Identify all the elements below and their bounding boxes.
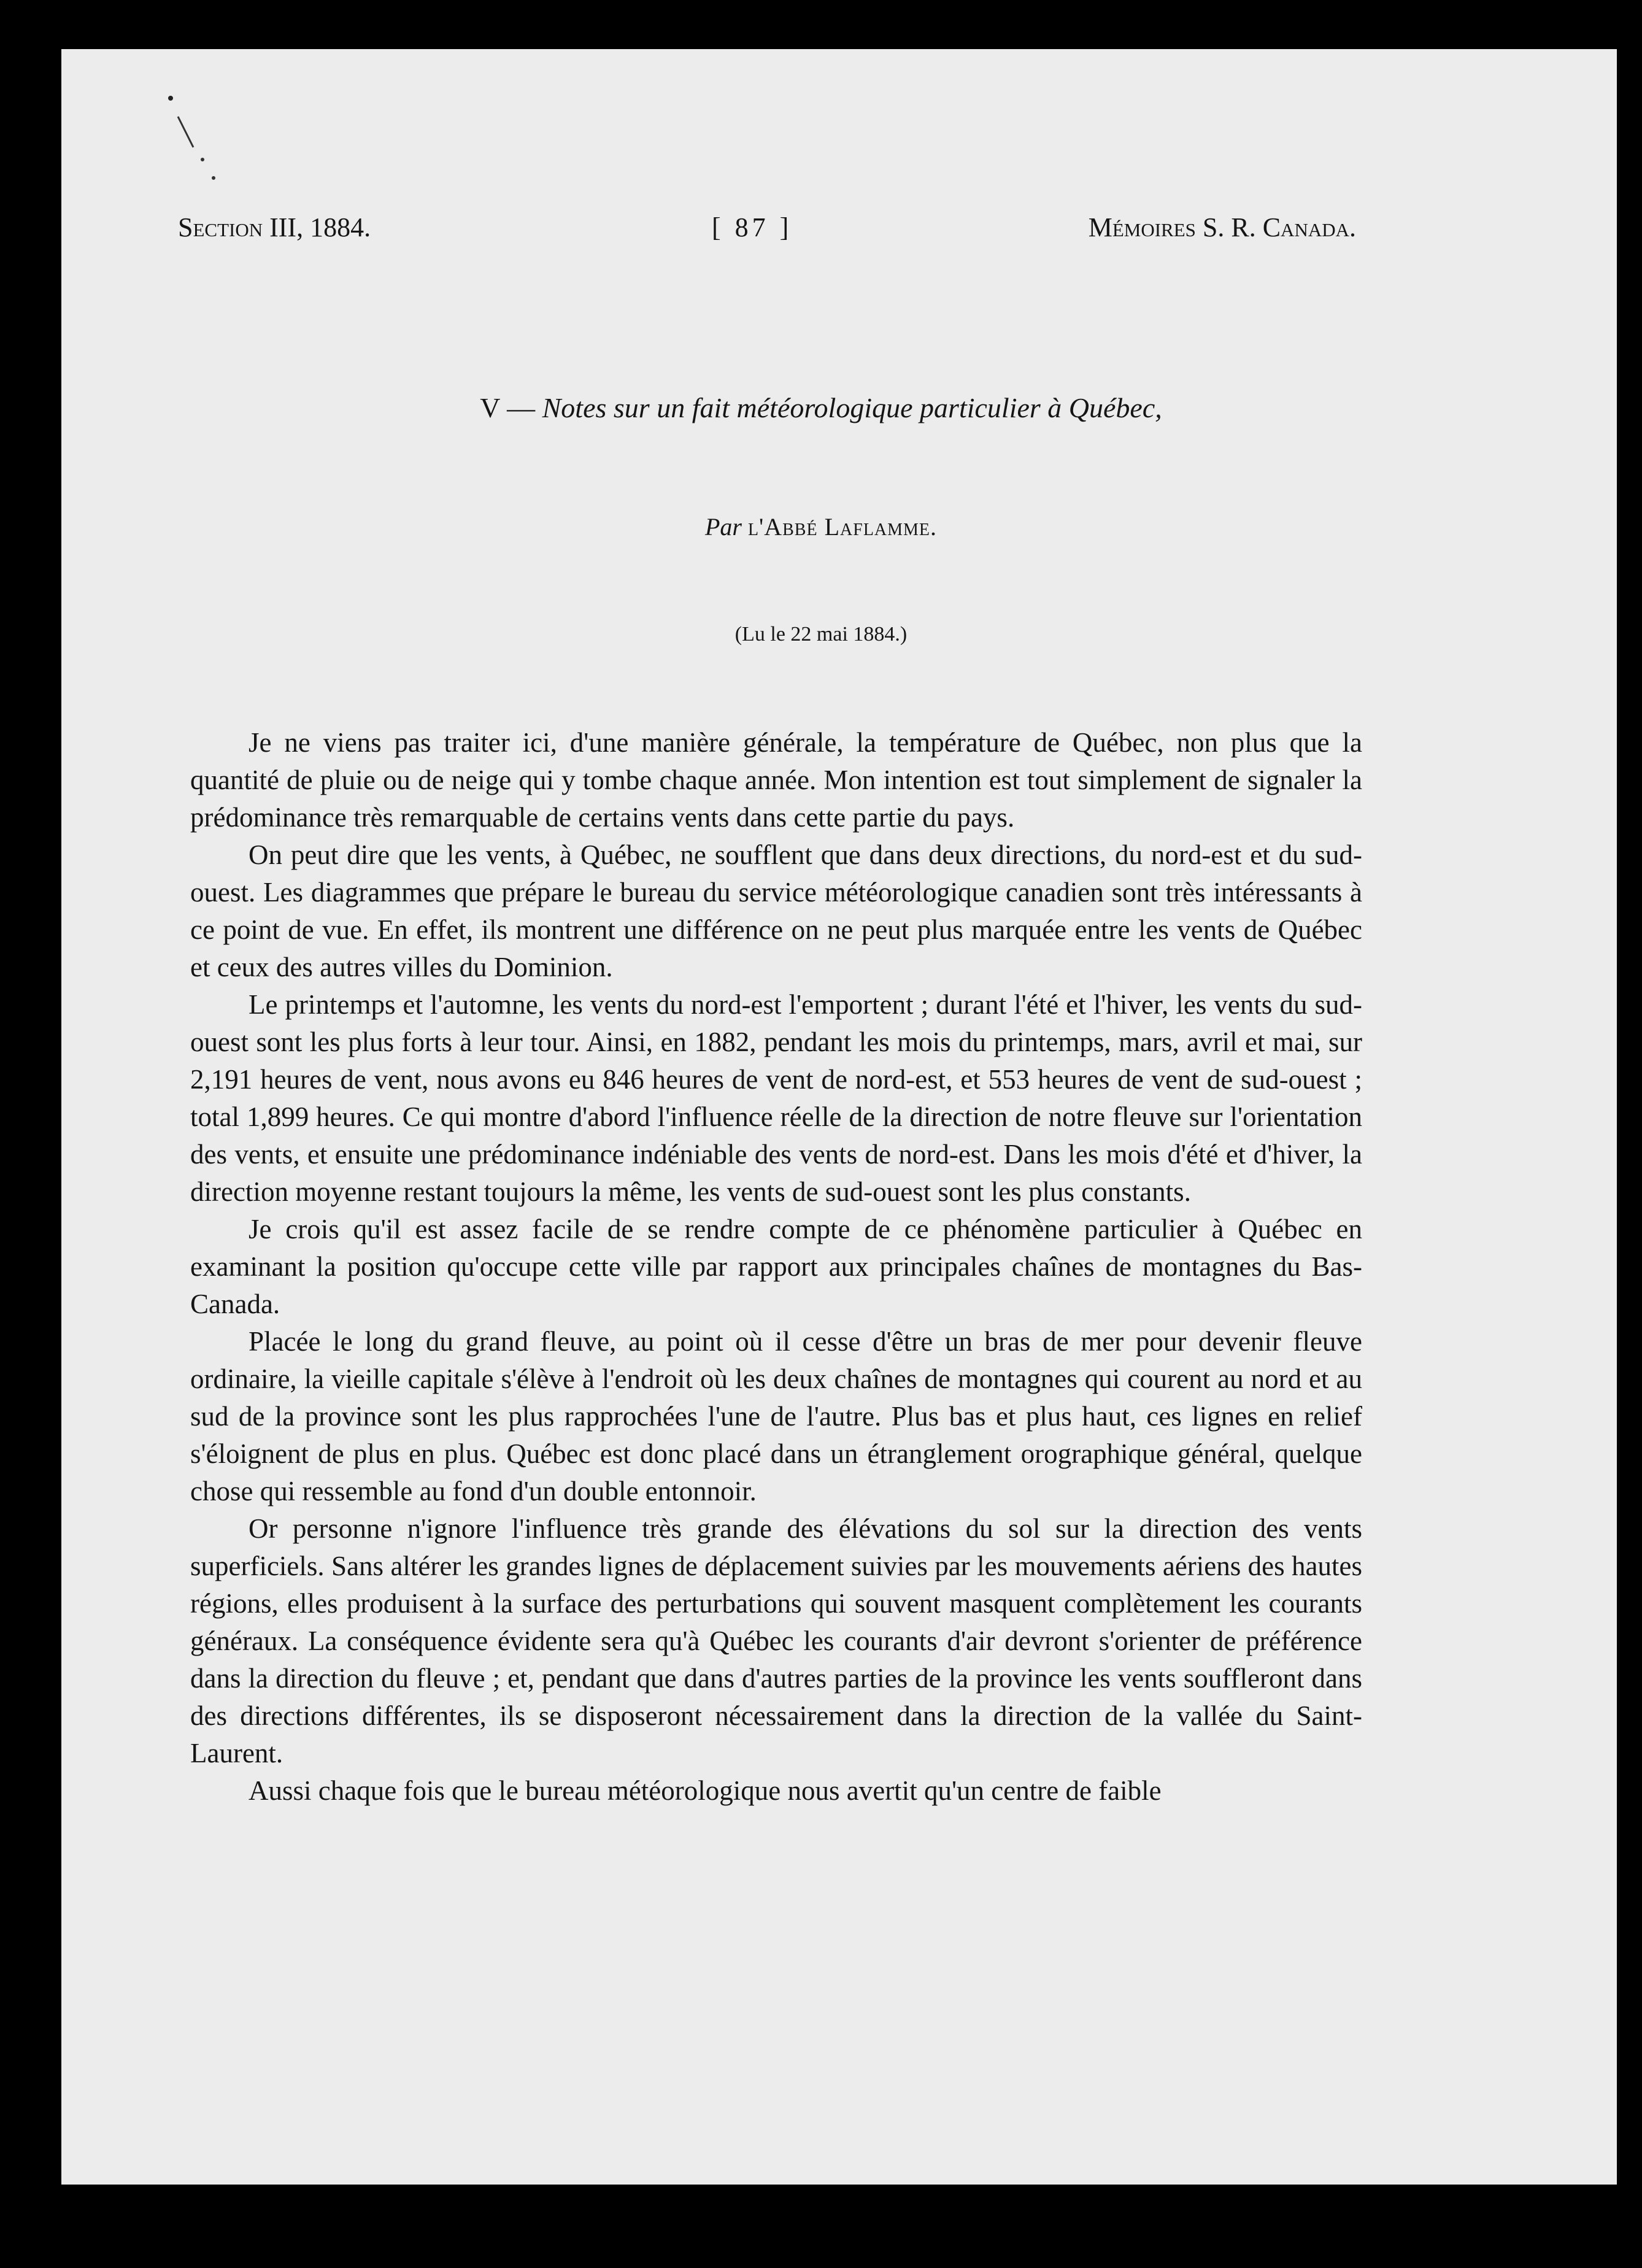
paragraph: Le printemps et l'automne, les vents du nord-est l'emportent ; durant l'été et l'hiver, les vents du sud-ouest sont les plus forts à leur tour. Ainsi, en 1882, pendant les mois du printemps, mars, avril et mai, sur 2,191 heures de vent, nous avons eu 846 heures de vent de nord-est, et 553 heures de vent de sud-ouest ; total 1,899 heures. Ce qui montre d'abord l'influence réelle de la direction de notre fleuve sur l'orientation des vents, et ensuite une prédominance indéniable des vents de nord-est. Dans les mois d'été et d'hiver, la direction moyenne restant toujours la même, les vents de sud-ouest sont les plus constants. — [190, 989, 1362, 1207]
article-title — [0, 392, 1642, 424]
article-body — [190, 724, 1362, 1810]
running-header — [178, 212, 1356, 255]
section-label: Section III, 1884. — [178, 212, 371, 242]
paragraph: Aussi chaque fois que le bureau météorologique nous avertit qu'un centre de faible — [249, 1775, 1162, 1806]
journal-title: Mémoires S. R. Canada. — [1088, 212, 1356, 242]
author-line — [0, 512, 1642, 541]
paragraph: On peut dire que les vents, à Québec, ne soufflent que dans deux directions, du nord-est et du sud-ouest. Les diagrammes que prépare le bureau du service météorologique canadien sont très intéressants à ce point de vue. En effet, ils montrent une différence on ne peut plus marquée entre les vents de Québec et ceux des autres villes du Dominion. — [190, 839, 1362, 982]
title-numeral: V — — [480, 392, 536, 423]
title-text: Notes sur un fait météorologique particulier à Québec, — [542, 392, 1162, 423]
page-number: [ 87 ] — [712, 212, 793, 242]
paragraph: Je crois qu'il est assez facile de se rendre compte de ce phénomène particulier à Québec en examinant la position qu'occupe cette ville par rapport aux principales chaînes de montagnes du Bas-Canada. — [190, 1214, 1362, 1319]
paragraph: Je ne viens pas traiter ici, d'une manière générale, la température de Québec, non plus que la quantité de pluie ou de neige qui y tombe chaque année. Mon intention est tout simplement de signaler la prédominance très remarquable de certains vents dans cette partie du pays. — [190, 727, 1362, 833]
author-name: l'Abbé Laflamme. — [747, 513, 938, 541]
author-prefix: Par — [704, 513, 742, 541]
paragraph: Placée le long du grand fleuve, au point où il cesse d'être un bras de mer pour devenir fleuve ordinaire, la vieille capitale s'élève à l'endroit où les deux chaînes de montagnes qui courent au nord et au sud de la province sont les plus rapprochées l'une de l'autre. Plus bas et plus haut, ces lignes en relief s'éloignent de plus en plus. Québec est donc placé dans un étranglement orographique général, quelque chose qui ressemble au fond d'un double entonnoir. — [190, 1326, 1362, 1506]
scan-speck-marks — [160, 92, 233, 190]
read-date: (Lu le 22 mai 1884.) — [734, 623, 908, 646]
paragraph: Or personne n'ignore l'influence très grande des élévations du sol sur la direction des vents superficiels. Sans altérer les grandes lignes de déplacement suivies par les mouvements aériens des hautes régions, elles produisent à la surface des perturbations qui souvent masquent complètement les courants généraux. La conséquence évidente sera qu'à Québec les courants d'air devront s'orienter de préférence dans la direction du fleuve ; et, pendant que dans d'autres parties de la province les vents souffleront dans des directions différentes, ils se disposeront nécessairement dans la direction de la vallée du Saint-Laurent. — [190, 1513, 1362, 1768]
